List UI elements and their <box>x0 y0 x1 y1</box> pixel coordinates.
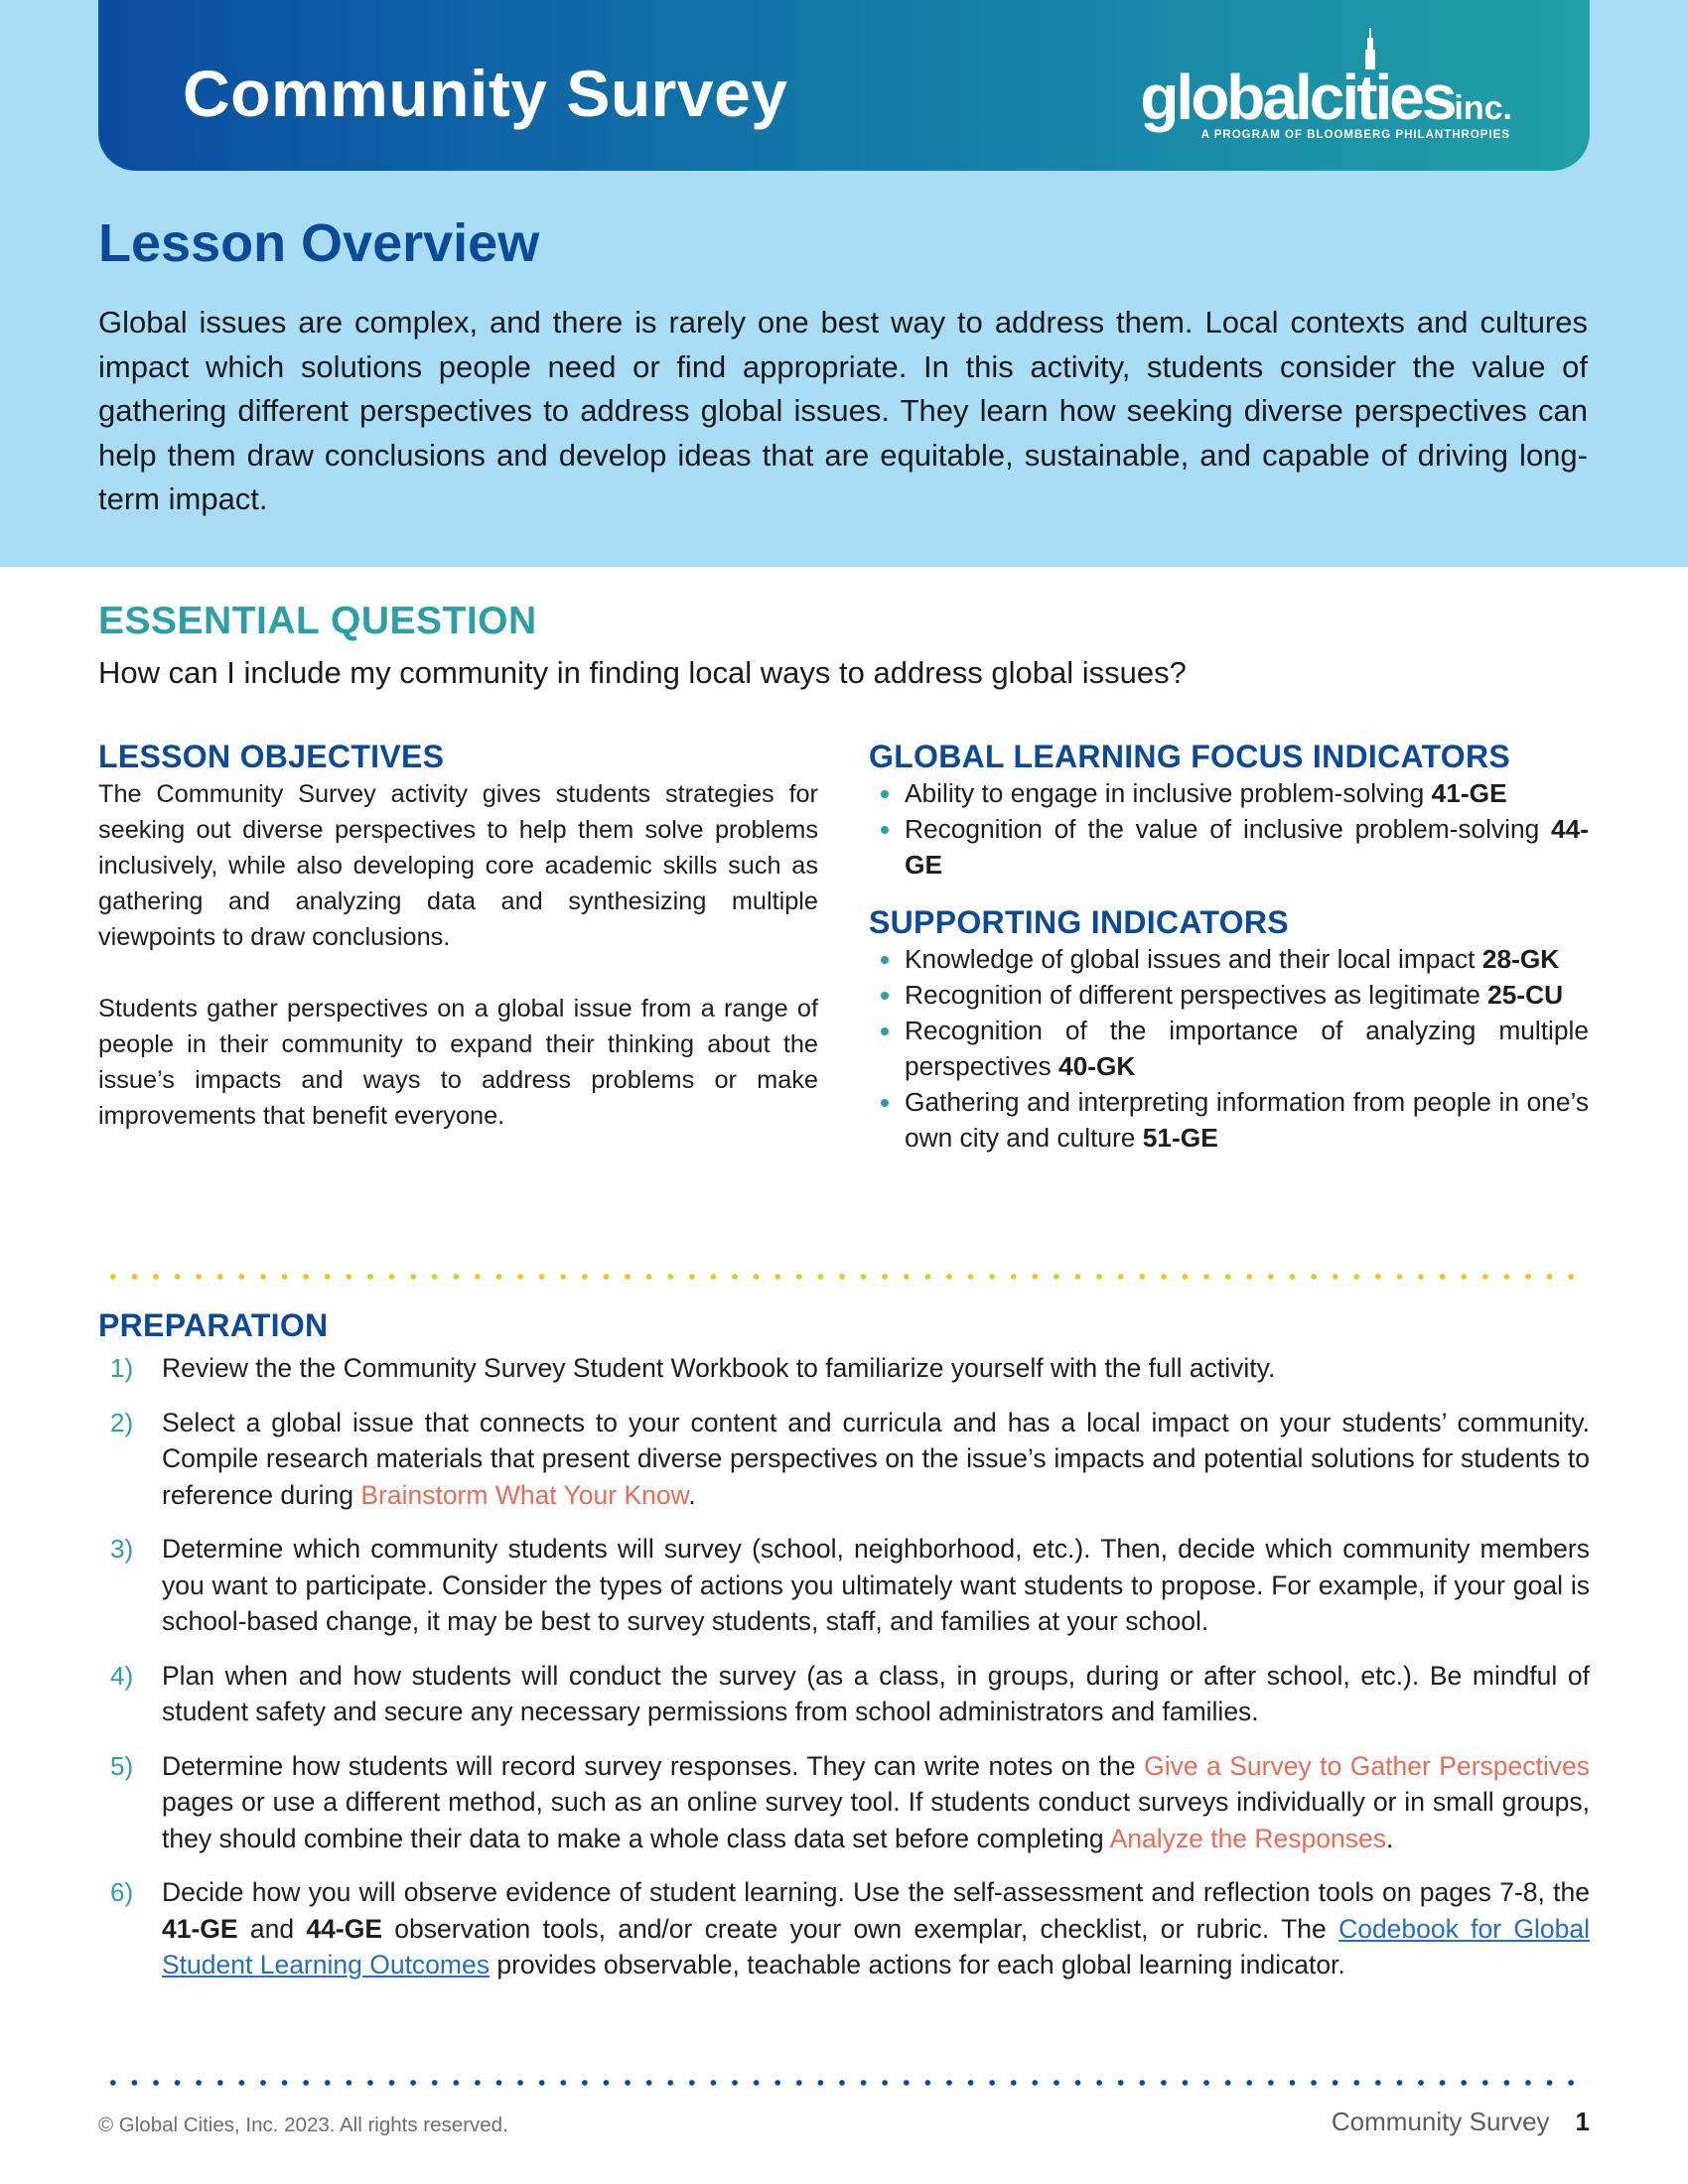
step-number: 3) <box>110 1534 134 1564</box>
indicators-section <box>869 739 1589 1156</box>
focus-indicators-list <box>869 775 1589 883</box>
indicator-item: Recognition of the value of inclusive problem-solving 44-GE <box>869 811 1589 883</box>
preparation-step: 1) Review the the Community Survey Student Workbook to familiarize yourself with the full activity. <box>98 1350 1590 1387</box>
footer-divider <box>102 2080 1590 2086</box>
step-number: 2) <box>110 1407 134 1437</box>
indicator-item: Recognition of the importance of analyzing multiple perspectives 40-GK <box>869 1013 1589 1084</box>
preparation-list <box>98 1350 1590 2001</box>
step-number: 4) <box>110 1660 134 1691</box>
header-banner <box>98 0 1590 171</box>
global-cities-logo <box>1140 28 1512 145</box>
logo-tagline: A PROGRAM OF BLOOMBERG PHILANTHROPIES <box>1200 129 1510 141</box>
footer-copyright: © Global Cities, Inc. 2023. All rights reserved. <box>98 2114 508 2136</box>
section-divider <box>102 1274 1590 1280</box>
preparation-step: 2) Select a global issue that connects to your content and curricula and has a local impact on your students’ community. Compile research materials that present diverse perspectives on the issue’s impacts and potential solutions for students to reference during Brainstorm What Your Know. <box>98 1405 1590 1514</box>
essential-question-text: How can I include my community in finding local ways to address global issues? <box>98 655 1187 690</box>
footer-title: Community Survey <box>1331 2107 1550 2136</box>
indicator-item: Recognition of different perspectives as legitimate 25-CU <box>869 977 1589 1013</box>
objectives-paragraph: Students gather perspectives on a global issue from a range of people in their community to expand their thinking about the issue’s impacts and ways to address problems or make improvements that benefit everyone. <box>98 995 818 1130</box>
lesson-objectives-section <box>98 739 818 1134</box>
supporting-indicators-heading: SUPPORTING INDICATORS <box>869 904 1289 940</box>
page-number: 1 <box>1575 2107 1590 2136</box>
step-number: 5) <box>110 1750 134 1781</box>
footer-page-info <box>1332 2107 1590 2137</box>
indicator-item: Knowledge of global issues and their local impact 28-GK <box>869 941 1589 977</box>
brainstorm-link[interactable]: Brainstorm What Your Know <box>360 1479 689 1510</box>
preparation-step: 5) Determine how students will record survey responses. They can write notes on the Give a Survey to Gather Perspectives pages or use a different method, such as an online survey tool. If students conduct surveys individually or in small groups, they should combine their data to make a whole class data set before completing Analyze the Responses. <box>98 1748 1590 1857</box>
indicator-item: Gathering and interpreting information from people in one’s own city and culture 51-GE <box>869 1084 1589 1156</box>
preparation-step: 6) Decide how you will observe evidence of student learning. Use the self-assessment and reflection tools on pages 7-8, the 41-GE and 44-GE observation tools, and/or create your own exemplar, checklist, or rubric. The Codebook for Global Student Learning Outcomes provides observable, teachable actions for each global learning indicator. <box>98 1874 1590 1983</box>
preparation-heading: PREPARATION <box>98 1307 329 1343</box>
lesson-overview-heading: Lesson Overview <box>98 213 540 273</box>
preparation-step: 3) Determine which community students will survey (school, neighborhood, etc.). Then, decide which community members you want to participate. Consider the types of actions you ultimately want students to propose. For example, if your goal is school-based change, it may be best to survey students, staff, and families at your school. <box>98 1531 1590 1640</box>
essential-question-heading: ESSENTIAL QUESTION <box>98 600 537 642</box>
analyze-responses-link[interactable]: Analyze the Responses <box>1109 1823 1386 1853</box>
logo-wordmark: globalcitiesinc. <box>1140 62 1512 133</box>
give-survey-link[interactable]: Give a Survey to Gather Perspectives <box>1144 1750 1590 1781</box>
preparation-step: 4) Plan when and how students will conduct the survey (as a class, in groups, during or after school, etc.). Be mindful of student safety and secure any necessary permissions from school administrators and families. <box>98 1658 1590 1730</box>
objectives-paragraph: The Community Survey activity gives students strategies for seeking out diverse perspectives to help them solve problems inclusively, while also developing core academic skills such as gathering and analyzing data and synthesizing multiple viewpoints to draw conclusions. <box>98 780 818 951</box>
step-number: 6) <box>110 1877 134 1907</box>
page-title: Community Survey <box>183 57 788 130</box>
step-number: 1) <box>110 1353 134 1383</box>
indicator-item: Ability to engage in inclusive problem-solving 41-GE <box>869 775 1589 811</box>
focus-indicators-heading: GLOBAL LEARNING FOCUS INDICATORS <box>869 739 1511 774</box>
codebook-link[interactable]: Codebook for Global Student Learning Outcomes <box>162 1913 1590 1979</box>
supporting-indicators-list <box>869 941 1589 1156</box>
lesson-overview-text: Global issues are complex, and there is rarely one best way to address them. Local contexts and cultures impact which solutions people need or find appropriate. In this activity, students consider the value of gathering different perspectives to address global issues. They learn how seeking diverse perspectives can help them draw conclusions and develop ideas that are equitable, sustainable, and capable of driving long-term impact. <box>98 305 1588 516</box>
lesson-objectives-heading: LESSON OBJECTIVES <box>98 739 445 774</box>
